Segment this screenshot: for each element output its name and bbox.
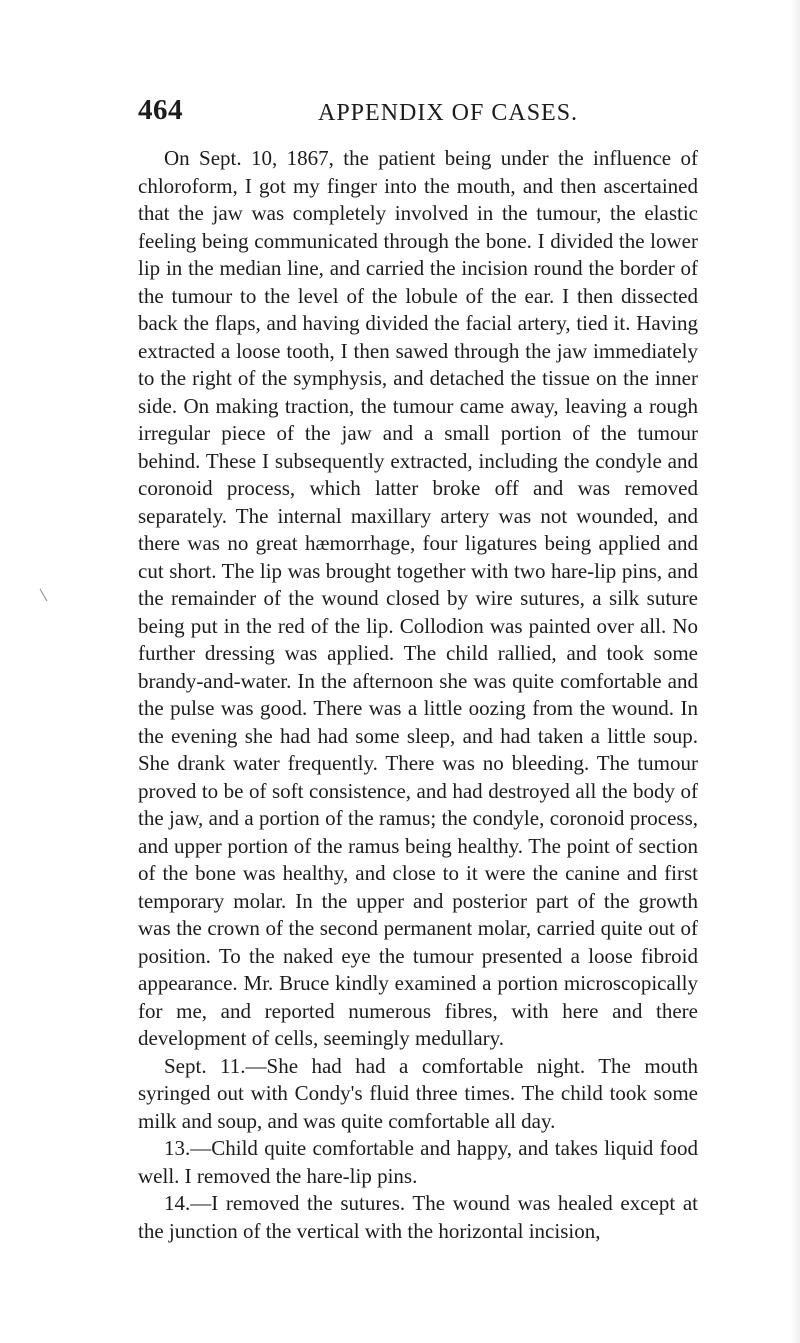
paragraph-sept-11: Sept. 11.—She had had a comfortable night. The mouth syringed out with Condy's fluid three times. The child took some milk and soup, and was quite comfortable all day. <box>138 1053 698 1133</box>
body-text <box>138 145 698 1245</box>
paragraph-14: 14.—I removed the sutures. The wound was healed except at the junction of the vertical with the horizontal incision, <box>138 1191 698 1243</box>
paragraph-operation: On Sept. 10, 1867, the patient being under the influence of chloroform, I got my finger into the mouth, and then ascertained that the jaw was completely involved in the tumour, the elastic feeling being communicated through the bone. I divided the lower lip in the median line, and carried the incision round the border of the tumour to the level of the lobule of the ear. I then dissected back the flaps, and having divided the facial artery, tied it. Having extracted a loose tooth, I then sawed through the jaw immediately to the right of the symphysis, and detached the tissue on the inner side. On making traction, the tumour came away, leaving a rough irregular piece of the jaw and a small portion of the tumour behind. These I subsequently extracted, including the condyle and coronoid process, which latter broke off and was removed separately. The internal maxillary artery was not wounded, and there was no great hæmorrhage, four ligatures being applied and cut short. The lip was brought together with two hare-lip pins, and the remainder of the wound closed by wire sutures, a silk suture being put in the red of the lip. Collodion was painted over all. No further dressing was applied. The child rallied, and took some brandy-and-water. In the afternoon she was quite comfortable and the pulse was good. There was a little oozing from the wound. In the evening she had had some sleep, and had taken a little soup. She drank water frequently. There was no bleeding. The tumour proved to be of soft consistence, and had destroyed all the body of the jaw, and a portion of the ramus; the condyle, coronoid process, and upper portion of the ramus being healthy. The point of section of the bone was healthy, and close to it were the canine and first temporary molar. In the upper and posterior part of the growth was the crown of the second permanent molar, carried quite out of position. To the naked eye the tumour presented a loose fibroid appearance. Mr. Bruce kindly examined a portion microscopically for me, and reported numerous fibres, with here and there development of cells, seemingly medullary. <box>138 146 698 1050</box>
running-head <box>138 93 698 127</box>
page-number: 464 <box>138 94 183 126</box>
page-edge-shadow <box>790 0 800 1343</box>
margin-mark <box>40 589 48 602</box>
paragraph-13: 13.—Child quite comfortable and happy, and takes liquid food well. I removed the hare-lip pins. <box>138 1136 698 1188</box>
running-title: APPENDIX OF CASES. <box>318 100 579 126</box>
